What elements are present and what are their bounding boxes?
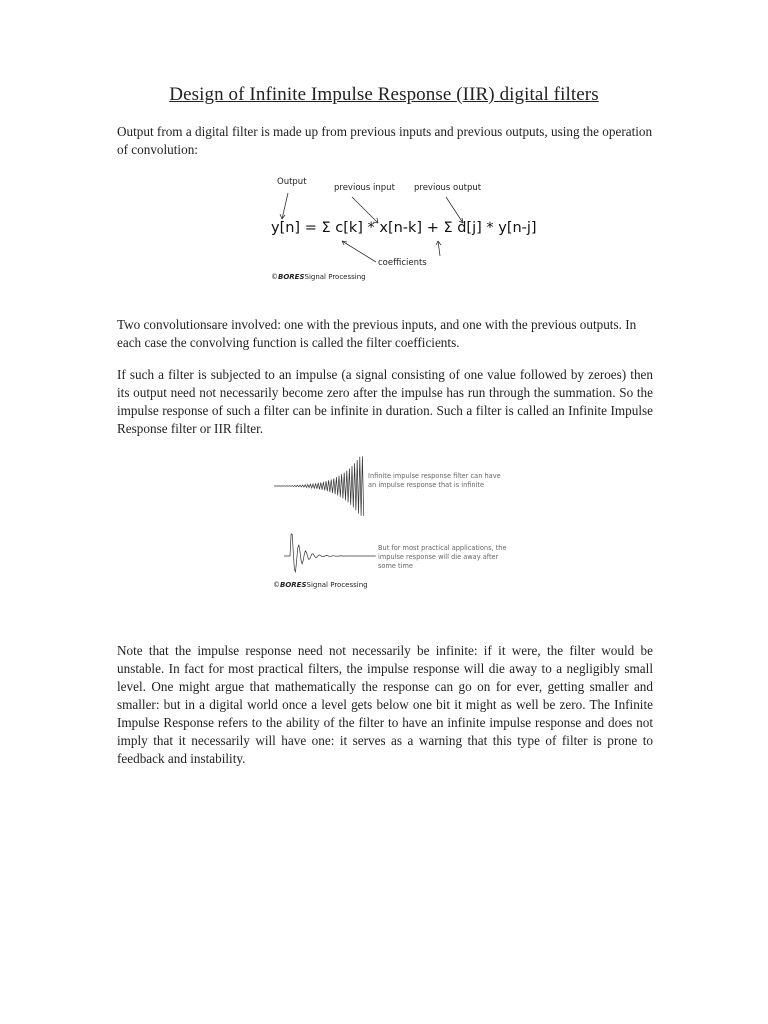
label-output: Output: [277, 177, 307, 187]
infinite-response-waveform: [274, 454, 366, 526]
paragraph-note: Note that the impulse response need not necessarily be infinite: if it were, the filter would be unstable. In fact for most practical filters, the impulse response will die away to a negligibly small level. One might argue that mathematically the response can go on for ever, getting smaller and smaller: but in a digital world once a level gets below one bit it might as well be zero. The Infinite Impulse Response refers to the ability of the filter to have an infinite impulse response and does not imply that it necessarily will have one: it serves as a warning that this type of filter is prone to feedback and instability.: [117, 643, 653, 766]
paragraph-intro: Output from a digital filter is made up from previous inputs and previous outputs, using the operation of convolution:: [117, 124, 653, 157]
note-infinite-response: Infinite impulse response filter can have an impulse response that is infinite: [368, 472, 501, 489]
paragraph-convolutions: Two convolutionsare involved: one with the previous inputs, and one with the previous outputs. In each case the convolving function is called the filter coefficients.: [117, 317, 637, 350]
label-coefficients: coefficients: [378, 258, 427, 268]
note-practical-response: But for most practical applications, the impulse response will die away after some time: [378, 544, 507, 570]
arrow-previous-output: [446, 197, 463, 223]
decaying-response-waveform: [284, 520, 376, 582]
arrow-coefficient-c: [342, 241, 376, 262]
paragraph-impulse: If such a filter is subjected to an impulse (a signal consisting of one value followed by zeroes) then its output need not necessarily become zero after the impulse has run through the summation. So the impulse response of such a filter can be infinite in duration. Such a filter is called an Infinite Impulse Response filter or IIR filter.: [117, 367, 653, 436]
page-title: Design of Infinite Impulse Response (IIR) digital filters: [169, 84, 599, 105]
copyright-2: ©BORESSignal Processing: [273, 581, 368, 589]
label-previous-input: previous input: [334, 183, 395, 193]
copyright-1: ©BORESSignal Processing: [271, 273, 366, 281]
arrow-previous-input: [352, 197, 378, 223]
label-previous-output: previous output: [414, 183, 482, 193]
convolution-equation: y[n] = Σ c[k] * x[n-k] + Σ d[j] * y[n-j]: [271, 220, 537, 236]
equation-arrows: [260, 185, 520, 265]
